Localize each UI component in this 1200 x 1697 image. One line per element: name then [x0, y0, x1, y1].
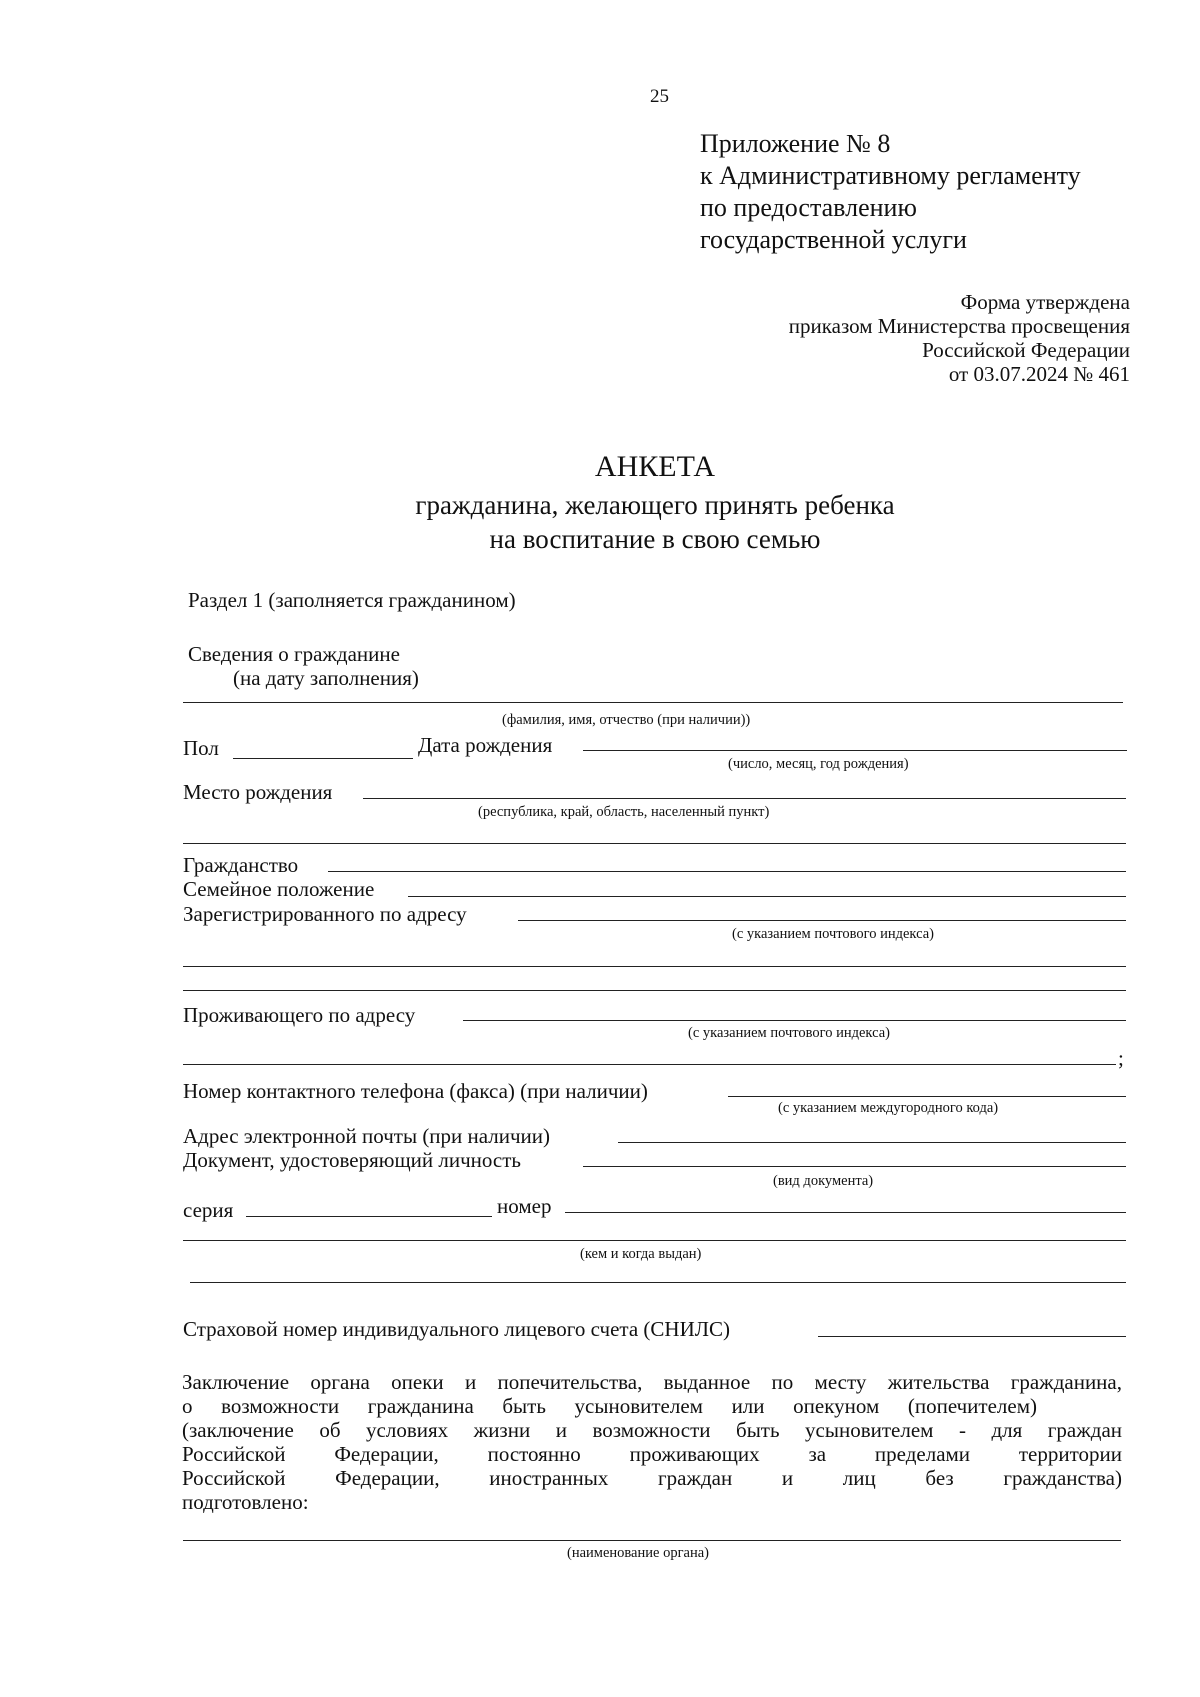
conclusion-line: Заключение органа опеки и попечительства, выданное по месту жительства гражданина, [182, 1370, 1122, 1394]
birth-place-label: Место рождения [183, 780, 333, 804]
phone-hint: (с указанием междугородного кода) [778, 1100, 999, 1116]
snils-label: Страховой номер индивидуального лицевого счета (СНИЛС) [183, 1317, 730, 1341]
annex-line: Приложение № 8 [700, 129, 891, 158]
annex-block [700, 128, 1081, 256]
annex-line: к Административному регламенту [700, 161, 1081, 190]
snils-field[interactable] [818, 1336, 1126, 1337]
issued-hint: (кем и когда выдан) [580, 1246, 702, 1262]
conclusion-line: Российской Федерации, постоянно проживающих за пределами территории [182, 1442, 1122, 1466]
registered-hint: (с указанием почтового индекса) [732, 926, 934, 942]
marital-field[interactable] [408, 896, 1126, 897]
organ-name-hint: (наименование органа) [567, 1545, 709, 1561]
citizenship-field[interactable] [328, 871, 1126, 872]
birth-place-field[interactable] [363, 798, 1126, 799]
subtitle-line: на воспитание в свою семью [489, 524, 821, 554]
birth-place-field-continued[interactable] [183, 843, 1126, 844]
approval-line: Форма утверждена [960, 290, 1130, 314]
number-label: номер [497, 1194, 552, 1218]
approval-line: приказом Министерства просвещения [788, 314, 1130, 338]
id-doc-label: Документ, удостоверяющий личность [183, 1148, 521, 1172]
registered-field-line2[interactable] [183, 966, 1126, 967]
marital-label: Семейное положение [183, 877, 375, 901]
series-label: серия [183, 1198, 234, 1222]
semicolon: ; [1118, 1046, 1124, 1070]
annex-line: по предоставлению [700, 193, 917, 222]
organ-name-field[interactable] [183, 1540, 1121, 1541]
approval-line: от 03.07.2024 № 461 [948, 362, 1130, 386]
residing-field[interactable] [463, 1020, 1126, 1021]
phone-label: Номер контактного телефона (факса) (при наличии) [183, 1079, 648, 1103]
residing-field-line2[interactable] [183, 1064, 1116, 1065]
issued-field[interactable] [183, 1240, 1126, 1241]
sex-field[interactable] [233, 758, 413, 759]
fio-field[interactable] [183, 702, 1123, 703]
registered-field[interactable] [518, 920, 1126, 921]
subtitle-line: гражданина, желающего принять ребенка [415, 490, 895, 520]
birth-date-field[interactable] [583, 750, 1127, 751]
annex-line: государственной услуги [700, 225, 967, 254]
fio-hint: (фамилия, имя, отчество (при наличии)) [502, 712, 751, 728]
page-number: 25 [650, 86, 669, 107]
residing-label: Проживающего по адресу [183, 1003, 416, 1027]
approval-block [789, 290, 1130, 386]
conclusion-line: подготовлено: [182, 1490, 309, 1514]
birth-date-label: Дата рождения [418, 733, 553, 757]
form-title: АНКЕТА [594, 450, 716, 483]
email-field[interactable] [618, 1142, 1126, 1143]
conclusion-line: (заключение об условиях жизни и возможности быть усыновителем - для граждан [182, 1418, 1122, 1442]
info-heading: Сведения о гражданине [188, 642, 400, 666]
approval-line: Российской Федерации [922, 338, 1130, 362]
sex-label: Пол [183, 736, 219, 760]
birth-place-hint: (республика, край, область, населенный пункт) [478, 804, 770, 820]
series-field[interactable] [246, 1216, 492, 1217]
form-subtitle [0, 488, 1200, 556]
info-subheading: (на дату заполнения) [233, 666, 419, 690]
birth-date-hint: (число, месяц, год рождения) [728, 756, 909, 772]
citizenship-label: Гражданство [183, 853, 299, 877]
conclusion-line: Российской Федерации, иностранных граждан и лиц без гражданства) [182, 1466, 1122, 1490]
email-label: Адрес электронной почты (при наличии) [183, 1124, 551, 1148]
section-heading: Раздел 1 (заполняется гражданином) [188, 588, 516, 612]
residing-hint: (с указанием почтового индекса) [688, 1025, 890, 1041]
phone-field[interactable] [728, 1096, 1126, 1097]
conclusion-line: о возможности гражданина быть усыновителем или опекуном (попечителем) [182, 1394, 1037, 1418]
id-doc-field[interactable] [583, 1166, 1126, 1167]
registered-label: Зарегистрированного по адресу [183, 902, 467, 926]
number-field[interactable] [565, 1212, 1126, 1213]
issued-field-line2[interactable] [190, 1282, 1126, 1283]
registered-field-line3[interactable] [183, 990, 1126, 991]
id-doc-hint: (вид документа) [773, 1173, 874, 1189]
